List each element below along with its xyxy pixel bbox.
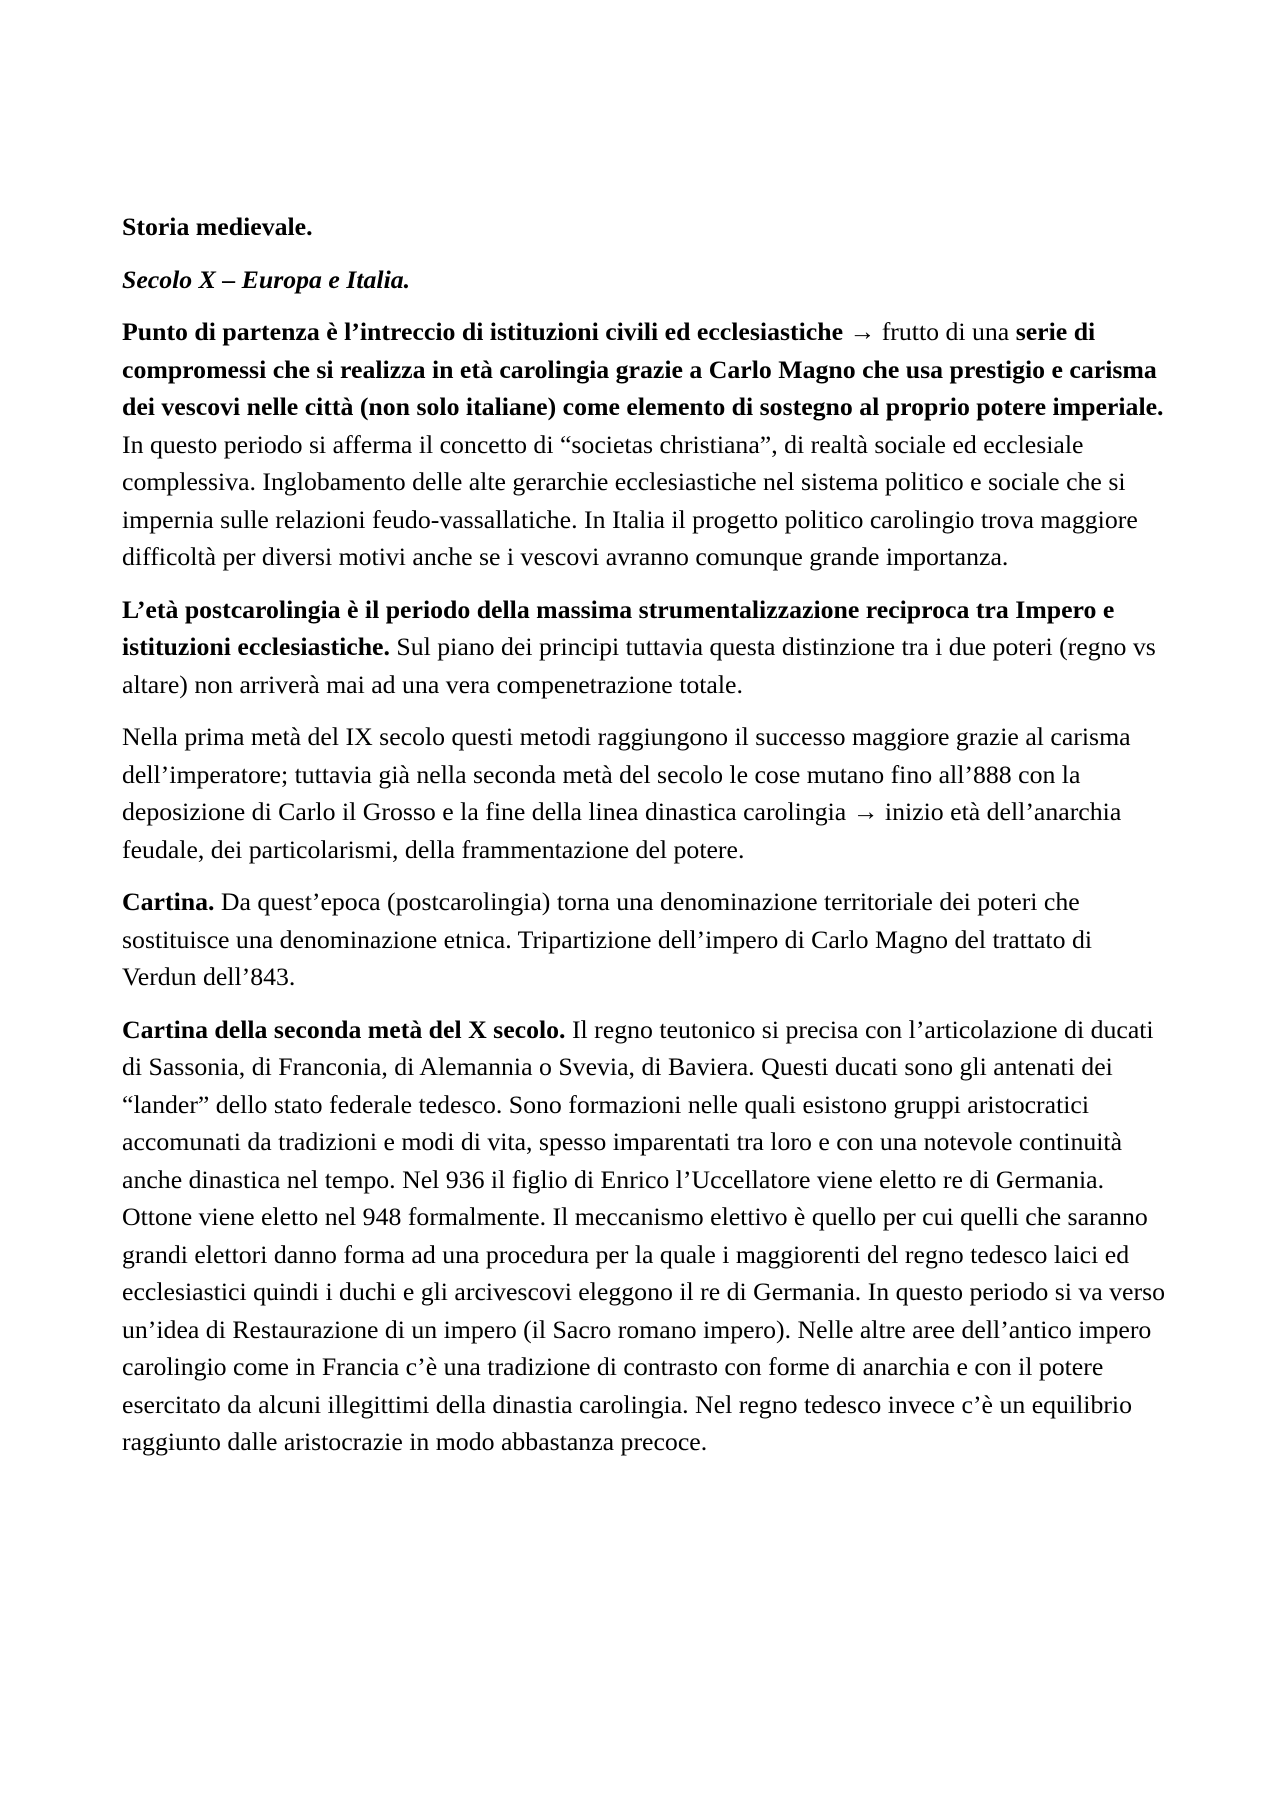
paragraph-4 (122, 883, 1172, 996)
paragraph-4-text: Da quest’epoca (postcarolingia) torna una denominazione territoriale dei poteri che sostituisce una denominazione etnica. Tripartizione dell’impero di Carlo Magno del trattato di Verdun dell’843. (122, 887, 1093, 991)
paragraph-5-text: Il regno teutonico si precisa con l’articolazione di ducati di Sassonia, di Franconia, di Alemannia o Svevia, di Baviera. Questi ducati sono gli antenati dei “lander” dello stato federale tedesco. Sono formazioni nelle quali esistono gruppi aristocratici accomunati da tradizioni e modi di vita, spesso imparentati tra loro e con una notevole continuità anche dinastica nel tempo. Nel 936 il figlio di Enrico l’Uccellatore viene eletto re di Germania. Ottone viene eletto nel 948 formalmente. Il meccanismo elettivo è quello per cui quelli che saranno grandi elettori danno forma ad una procedura per la quale i maggiorenti del regno tedesco laici ed ecclesiastici quindi i duchi e gli arcivescovi eleggono il re di Germania. In questo periodo si va verso un’idea di Restaurazione di un impero (il Sacro romano impero). Nelle altre aree dell’antico impero carolingio come in Francia c’è una tradizione di contrasto con forme di anarchia e con il potere esercitato da alcuni illegittimi della dinastia carolingia. Nel regno tedesco invece c’è un equilibrio raggiunto dalle aristocrazie in modo abbastanza precoce. (122, 1014, 1166, 1456)
paragraph-3 (122, 718, 1172, 868)
paragraph-3-text-a: Nella prima metà del IX secolo questi metodi raggiungono il successo maggiore grazie al carisma dell’imperatore; tuttavia già nella seconda metà del secolo le cose mutano fino all’888 con la deposizione di Carlo il Grosso e la fine della linea dinastica carolingia (122, 722, 1131, 826)
paragraph-2-bold-lead: L’età postcarolingia è il periodo della massima strumentalizzazione reciproca tra Impero e istituzioni ecclesiastiche. (122, 594, 1115, 661)
paragraph-5-bold-lead: Cartina della seconda metà del X secolo. (122, 1014, 566, 1044)
paragraph-5 (122, 1011, 1172, 1461)
document-body (122, 208, 1172, 1476)
paragraph-2 (122, 591, 1172, 704)
paragraph-1-bold-lead: Punto di partenza è l’intreccio di istituzioni civili ed ecclesiastiche (122, 317, 844, 346)
right-arrow-icon: → (852, 797, 879, 826)
paragraph-1 (122, 313, 1172, 576)
right-arrow-icon: → (849, 317, 876, 346)
document-title: Storia medievale. (122, 212, 313, 241)
paragraph-1-bold-continued: serie di compromessi che si realizza in età carolingia grazie a Carlo Magno che usa prestigio e carisma dei vescovi nelle città (non solo italiane) come elemento di sostegno al proprio potere imperiale. (122, 317, 1164, 421)
paragraph-3-text-b: inizio età dell’anarchia feudale, dei particolarismi, della frammentazione del potere. (122, 797, 1122, 864)
document-subtitle: Secolo X – Europa e Italia. (122, 264, 411, 294)
paragraph-2-text: Sul piano dei principi tuttavia questa distinzione tra i due poteri (regno vs altare) non arriverà mai ad una vera compenetrazione totale. (122, 632, 1156, 699)
paragraph-1-text-b: In questo periodo si afferma il concetto di “societas christiana”, di realtà sociale ed ecclesiale complessiva. Inglobamento delle alte gerarchie ecclesiastiche nel sistema politico e sociale che si impernia sulle relazioni feudo-vassallatiche. In Italia il progetto politico carolingio trova maggiore difficoltà per diversi motivi anche se i vescovi avranno comunque grande importanza. (122, 429, 1138, 571)
paragraph-4-bold-lead: Cartina. (122, 887, 215, 916)
paragraph-1-text-a: frutto di una (875, 317, 1016, 346)
